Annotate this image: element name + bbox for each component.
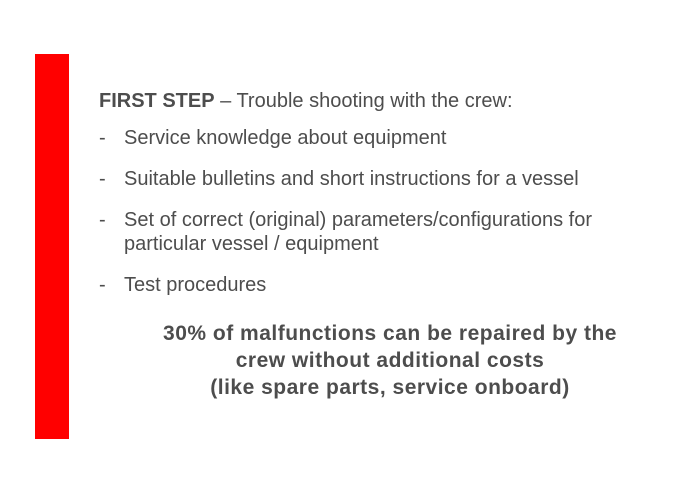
bullet-list	[99, 126, 669, 314]
bullet-text: Service knowledge about equipment	[124, 127, 447, 149]
bullet-text: Set of correct (original) parameters/configurations for particular vessel / equipment	[124, 209, 592, 255]
heading-separator: –	[214, 90, 237, 112]
red-accent-bar	[35, 54, 69, 439]
bullet-item	[99, 273, 669, 297]
bullet-dash: -	[99, 274, 106, 296]
heading-rest: Trouble shooting with the crew:	[236, 90, 513, 112]
bullet-item	[99, 126, 669, 150]
bullet-text: Suitable bulletins and short instructions for a vessel	[124, 168, 579, 190]
conclusion-line-3: (like spare parts, service onboard)	[210, 376, 570, 399]
bullet-dash: -	[99, 127, 106, 149]
bullet-dash: -	[99, 168, 106, 190]
bullet-text: Test procedures	[124, 274, 267, 296]
heading-bold-part: FIRST STEP	[99, 90, 215, 112]
bullet-dash: -	[99, 209, 106, 231]
conclusion-line-2: crew without additional costs	[235, 349, 545, 372]
conclusion-text	[95, 320, 685, 401]
bullet-item	[99, 167, 669, 191]
bullet-item	[99, 208, 669, 256]
slide-heading	[99, 88, 513, 114]
conclusion-line-1: 30% of malfunctions can be repaired by the	[163, 322, 617, 345]
